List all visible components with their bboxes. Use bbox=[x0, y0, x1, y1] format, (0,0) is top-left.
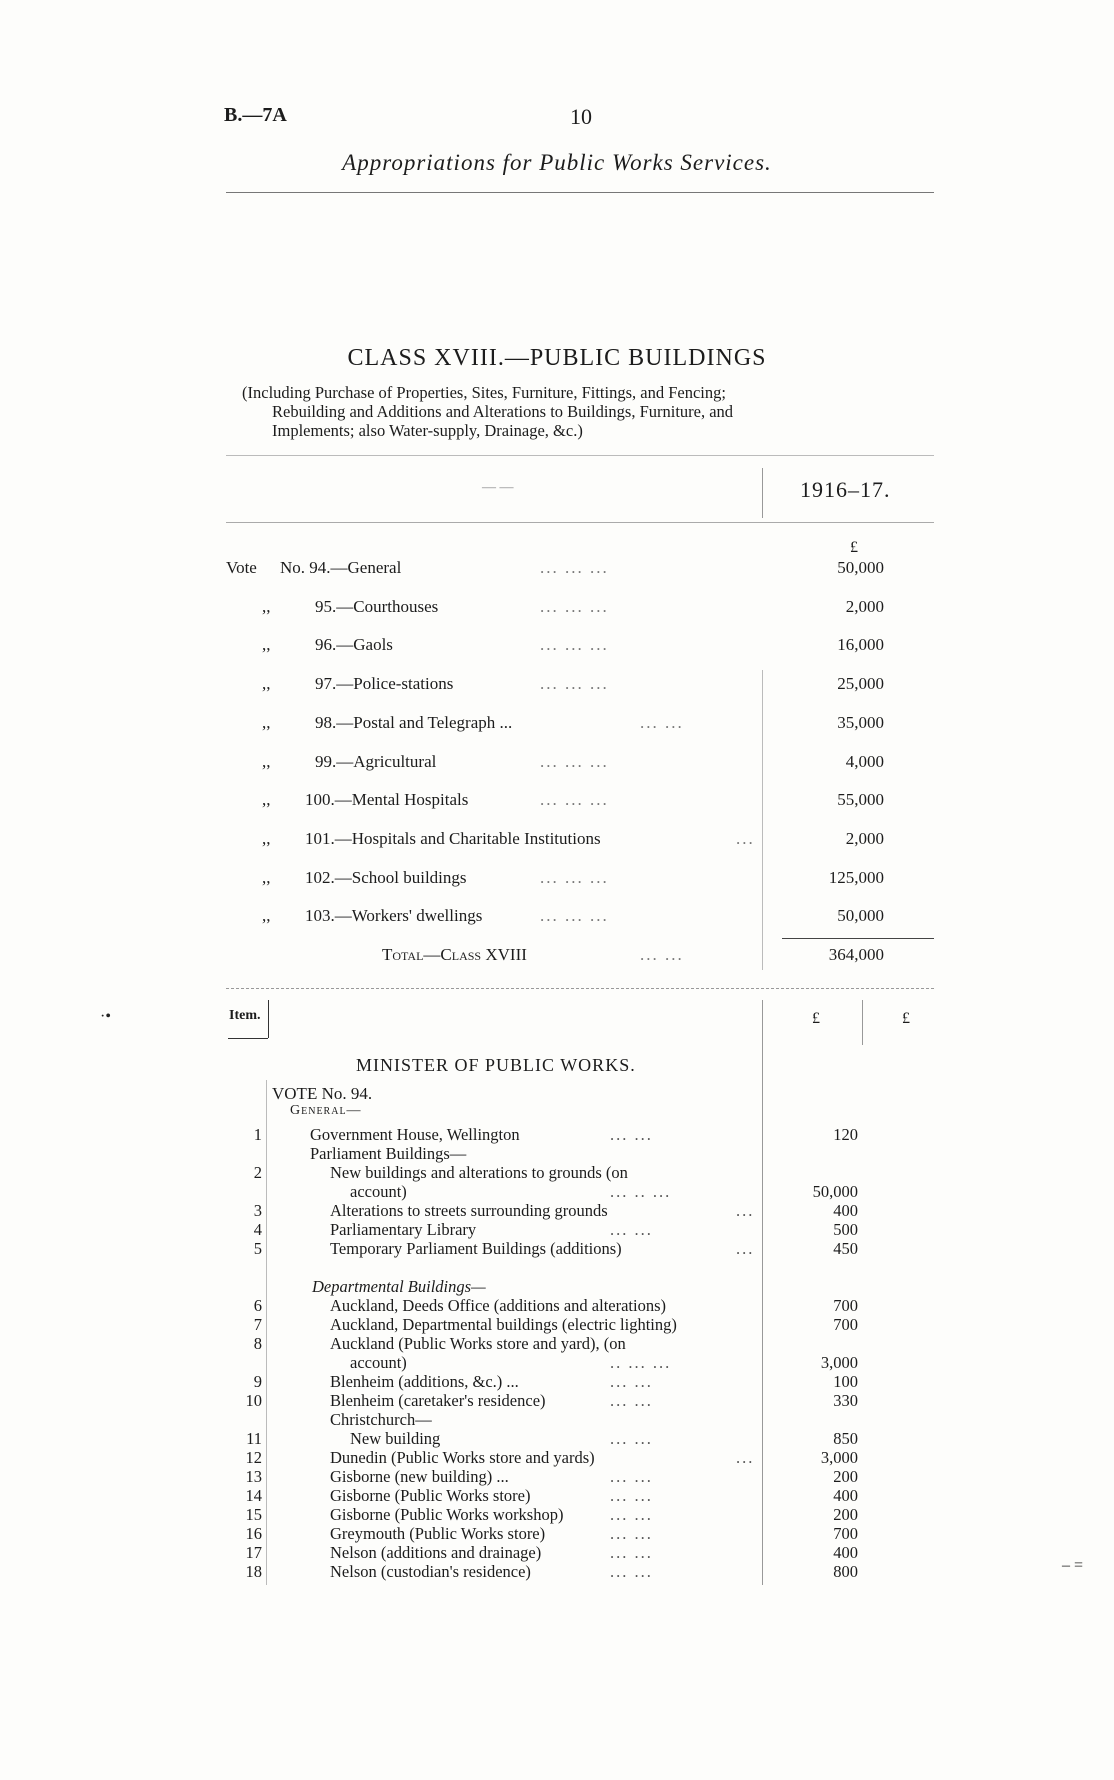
vote-dots: ... ... ... bbox=[540, 674, 609, 694]
vote-prefix: ,, bbox=[262, 712, 271, 732]
item-description: Departmental Buildings— bbox=[312, 1277, 486, 1296]
table-row bbox=[0, 1505, 1114, 1524]
vote-dots: ... ... bbox=[640, 712, 684, 732]
vote-row bbox=[0, 906, 1114, 930]
vote-amount: 2,000 bbox=[845, 596, 884, 616]
item-description: Parliamentary Library bbox=[330, 1220, 477, 1239]
table-row bbox=[0, 1410, 1114, 1429]
item-number: 2 bbox=[253, 1163, 262, 1182]
item-dots: ... ... bbox=[610, 1429, 653, 1448]
class-description-line-1: (Including Purchase of Properties, Sites, Furniture, Fittings, and Fencing; bbox=[242, 383, 726, 402]
item-column-divider bbox=[268, 1000, 269, 1038]
item-number: 14 bbox=[245, 1486, 262, 1505]
total-row bbox=[0, 945, 1114, 969]
item-description: Auckland (Public Works store and yard), (on bbox=[330, 1334, 626, 1353]
table-row bbox=[0, 1353, 1114, 1372]
margin-mark-right: – = bbox=[1062, 1557, 1084, 1574]
vote-dots: ... ... ... bbox=[540, 751, 609, 771]
table-row bbox=[0, 1334, 1114, 1353]
vote-name: 99.—Agricultural bbox=[315, 751, 437, 771]
item-value: 200 bbox=[833, 1467, 858, 1486]
item-description: Nelson (additions and drainage) bbox=[330, 1543, 542, 1562]
section-divider bbox=[226, 988, 934, 989]
table-row bbox=[0, 1220, 1114, 1239]
header-rule bbox=[226, 192, 934, 193]
item-description: Parliament Buildings— bbox=[310, 1144, 467, 1163]
item-description: Nelson (custodian's residence) bbox=[330, 1562, 531, 1581]
vote-dots: ... ... ... bbox=[540, 635, 609, 655]
vote-heading: VOTE No. 94. bbox=[272, 1084, 373, 1103]
pound-sign-column-1: £ bbox=[812, 1010, 820, 1027]
item-value: 400 bbox=[833, 1201, 858, 1220]
document-reference: B.—7A bbox=[224, 104, 287, 126]
minister-heading: MINISTER OF PUBLIC WORKS. bbox=[356, 1055, 636, 1075]
item-description: Government House, Wellington bbox=[310, 1125, 520, 1144]
pound-sign: £ bbox=[850, 539, 858, 556]
item-value: 50,000 bbox=[812, 1182, 858, 1201]
vote-row bbox=[0, 713, 1114, 737]
vote-prefix: Vote bbox=[226, 558, 257, 577]
value-column-divider-right bbox=[862, 1000, 863, 1045]
vote-amount: 16,000 bbox=[837, 635, 884, 655]
item-number: 5 bbox=[253, 1239, 262, 1258]
vote-prefix: ,, bbox=[262, 828, 271, 848]
item-number: 1 bbox=[253, 1125, 262, 1144]
vote-amount: 35,000 bbox=[837, 712, 884, 732]
item-value: 3,000 bbox=[820, 1448, 858, 1467]
item-description: Blenheim (additions, &c.) ... bbox=[330, 1372, 519, 1391]
table-row bbox=[0, 1467, 1114, 1486]
item-dots: ... .. ... bbox=[610, 1182, 672, 1201]
class-description-line-3: Implements; also Water-supply, Drainage, &c.) bbox=[272, 421, 583, 440]
item-number: 6 bbox=[253, 1296, 262, 1315]
item-dots: ... bbox=[736, 1201, 755, 1220]
item-number: 15 bbox=[245, 1505, 262, 1524]
vote-row bbox=[0, 597, 1114, 621]
item-number: 9 bbox=[253, 1372, 262, 1391]
pound-sign-column-2: £ bbox=[902, 1010, 910, 1027]
item-value: 700 bbox=[833, 1315, 858, 1334]
vote-dots: ... bbox=[736, 828, 755, 848]
item-dots: ... ... bbox=[610, 1372, 653, 1391]
vote-name: 101.—Hospitals and Charitable Institutions bbox=[305, 828, 601, 848]
item-value: 200 bbox=[833, 1505, 858, 1524]
vote-amount: 50,000 bbox=[837, 906, 884, 926]
vote-row bbox=[0, 635, 1114, 659]
item-dots: ... ... bbox=[610, 1220, 653, 1239]
item-description: Blenheim (caretaker's residence) bbox=[330, 1391, 546, 1410]
item-number: 12 bbox=[245, 1448, 262, 1467]
item-description: Dunedin (Public Works store and yards) bbox=[330, 1448, 595, 1467]
item-dots: ... ... bbox=[610, 1391, 653, 1410]
table-row bbox=[0, 1277, 1114, 1296]
year-heading-rule bbox=[226, 522, 934, 523]
vote-dots: ... ... ... bbox=[540, 596, 609, 616]
item-value: 500 bbox=[833, 1220, 858, 1239]
item-dots: ... ... bbox=[610, 1125, 653, 1144]
amount-column-divider bbox=[762, 670, 763, 970]
page-title: Appropriations for Public Works Services. bbox=[342, 150, 772, 175]
table-row bbox=[0, 1543, 1114, 1562]
vote-row bbox=[0, 752, 1114, 776]
vote-amount: 4,000 bbox=[845, 751, 884, 771]
item-number: 4 bbox=[253, 1220, 262, 1239]
vote-amount: 2,000 bbox=[845, 828, 884, 848]
vote-row bbox=[0, 674, 1114, 698]
item-value: 700 bbox=[833, 1524, 858, 1543]
table-row bbox=[0, 1429, 1114, 1448]
vote-prefix: ,, bbox=[262, 790, 271, 810]
item-value: 120 bbox=[833, 1125, 858, 1144]
item-description: Christchurch— bbox=[330, 1410, 432, 1429]
item-description: Gisborne (Public Works workshop) bbox=[330, 1505, 564, 1524]
vote-prefix: ,, bbox=[262, 906, 271, 926]
table-row bbox=[0, 1524, 1114, 1543]
item-number: 17 bbox=[245, 1543, 262, 1562]
item-dots: ... ... bbox=[610, 1486, 653, 1505]
vote-name: No. 94.—General bbox=[280, 558, 402, 577]
item-number: 16 bbox=[245, 1524, 262, 1543]
item-description: Auckland, Departmental buildings (electric lighting) bbox=[330, 1315, 677, 1334]
vote-name: 95.—Courthouses bbox=[315, 596, 439, 616]
vote-prefix: ,, bbox=[262, 674, 271, 694]
item-value: 330 bbox=[833, 1391, 858, 1410]
table-row bbox=[0, 1486, 1114, 1505]
item-value: 400 bbox=[833, 1543, 858, 1562]
class-description-line-2: Rebuilding and Additions and Alterations to Buildings, Furniture, and bbox=[272, 402, 734, 421]
vote-amount: 25,000 bbox=[837, 674, 884, 694]
vote-amount: 50,000 bbox=[837, 558, 884, 577]
item-value: 800 bbox=[833, 1562, 858, 1581]
general-heading: General— bbox=[290, 1103, 362, 1118]
item-dots: ... ... bbox=[610, 1505, 653, 1524]
vote-dots: ... ... ... bbox=[540, 790, 609, 810]
class-title: CLASS XVIII.—PUBLIC BUILDINGS bbox=[347, 345, 767, 371]
item-description: Gisborne (new building) ... bbox=[330, 1467, 509, 1486]
item-description: account) bbox=[350, 1182, 407, 1201]
page-number: 10 bbox=[570, 104, 592, 129]
vote-row bbox=[0, 790, 1114, 814]
margin-mark-left: ·• bbox=[100, 1008, 111, 1025]
table-row bbox=[0, 1125, 1114, 1144]
item-number: 3 bbox=[253, 1201, 262, 1220]
item-number: 13 bbox=[245, 1467, 262, 1486]
class-description bbox=[242, 383, 922, 440]
total-label: Total—Class XVIII bbox=[382, 945, 527, 964]
item-dots: ... ... bbox=[610, 1543, 653, 1562]
item-number: 10 bbox=[245, 1391, 262, 1410]
vote-prefix: ,, bbox=[262, 867, 271, 887]
item-description: New building bbox=[350, 1429, 441, 1448]
year-heading: 1916–17. bbox=[800, 477, 891, 502]
item-value: 700 bbox=[833, 1296, 858, 1315]
item-description: Temporary Parliament Buildings (additions) bbox=[330, 1239, 622, 1258]
item-value: 100 bbox=[833, 1372, 858, 1391]
table-row bbox=[0, 1391, 1114, 1410]
vote-amount: 55,000 bbox=[837, 790, 884, 810]
vote-dots: ... ... ... bbox=[540, 867, 609, 887]
item-value: 450 bbox=[833, 1239, 858, 1258]
item-dots: ... ... bbox=[610, 1562, 653, 1581]
item-dots: .. ... ... bbox=[610, 1353, 672, 1372]
table-row bbox=[0, 1372, 1114, 1391]
vote-prefix: ,, bbox=[262, 635, 271, 655]
dash-mark: — — bbox=[482, 480, 514, 495]
table-row bbox=[0, 1201, 1114, 1220]
table-row bbox=[0, 1163, 1114, 1182]
total-dots: ... ... bbox=[640, 945, 684, 964]
item-description: New buildings and alterations to grounds (on bbox=[330, 1163, 628, 1182]
total-rule bbox=[782, 938, 934, 939]
item-number: 18 bbox=[245, 1562, 262, 1581]
item-description: Greymouth (Public Works store) bbox=[330, 1524, 546, 1543]
vote-amount: 125,000 bbox=[828, 867, 884, 887]
vote-name: 100.—Mental Hospitals bbox=[305, 790, 469, 810]
item-number: 11 bbox=[246, 1429, 262, 1448]
vote-dots: ... ... ... bbox=[540, 906, 609, 926]
table-row bbox=[0, 1296, 1114, 1315]
vote-row bbox=[0, 829, 1114, 853]
item-description: Auckland, Deeds Office (additions and alterations) bbox=[330, 1296, 667, 1315]
vote-name: 98.—Postal and Telegraph ... bbox=[315, 712, 513, 732]
item-dots: ... bbox=[736, 1239, 755, 1258]
vote-prefix: ,, bbox=[262, 596, 271, 616]
item-column-header: Item. bbox=[229, 1008, 261, 1023]
table-row bbox=[0, 1315, 1114, 1334]
table-row bbox=[0, 1144, 1114, 1163]
table-top-rule bbox=[226, 455, 934, 456]
vote-name: 103.—Workers' dwellings bbox=[305, 906, 483, 926]
vote-name: 97.—Police-stations bbox=[315, 674, 454, 694]
table-row bbox=[0, 1182, 1114, 1201]
year-column-divider bbox=[762, 468, 763, 518]
item-value: 400 bbox=[833, 1486, 858, 1505]
item-description: Gisborne (Public Works store) bbox=[330, 1486, 531, 1505]
vote-row bbox=[0, 558, 1114, 582]
vote-row bbox=[0, 868, 1114, 892]
vote-name: 102.—School buildings bbox=[305, 867, 467, 887]
vote-prefix: ,, bbox=[262, 751, 271, 771]
vote-name: 96.—Gaols bbox=[315, 635, 393, 655]
item-value: 3,000 bbox=[820, 1353, 858, 1372]
item-number: 7 bbox=[253, 1315, 262, 1334]
item-description: Alterations to streets surrounding grounds bbox=[330, 1201, 608, 1220]
vote-dots: ... ... ... bbox=[540, 558, 609, 577]
item-dots: ... bbox=[736, 1448, 755, 1467]
total-amount: 364,000 bbox=[828, 945, 884, 964]
item-dots: ... ... bbox=[610, 1467, 653, 1486]
item-dots: ... ... bbox=[610, 1524, 653, 1543]
table-row bbox=[0, 1448, 1114, 1467]
table-row bbox=[0, 1239, 1114, 1258]
item-description: account) bbox=[350, 1353, 407, 1372]
item-value: 850 bbox=[833, 1429, 858, 1448]
item-header-rule bbox=[228, 1038, 268, 1039]
table-row bbox=[0, 1562, 1114, 1581]
item-number: 8 bbox=[253, 1334, 262, 1353]
